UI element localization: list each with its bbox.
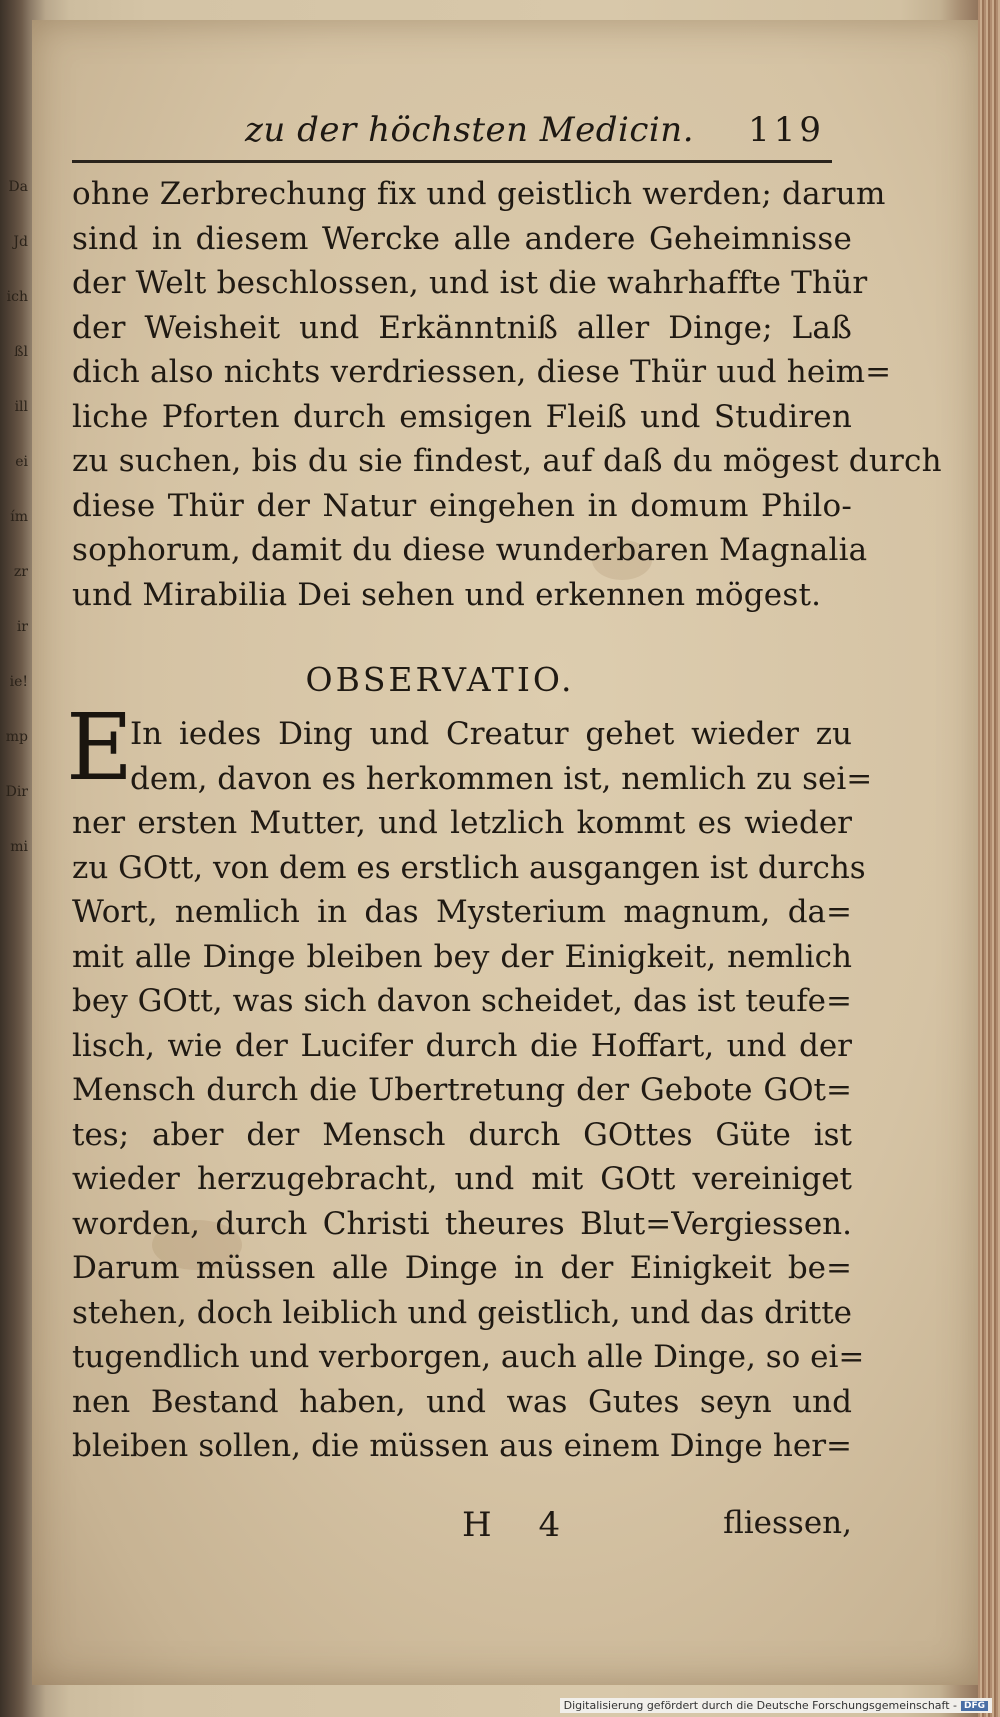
margin-fragment: ill: [14, 399, 28, 415]
margin-fragment: zr: [13, 564, 28, 580]
text-line: sophorum, damit du diese wunderbaren Magnalia: [72, 532, 868, 568]
text-line: In iedes Ding und Creatur gehet wieder zu: [130, 716, 852, 752]
observatio-paragraph: [66, 694, 873, 1469]
text-line: stehen, doch leiblich und geistlich, und das dritte: [72, 1294, 852, 1331]
running-head: zu der höchsten Medicin.: [245, 110, 695, 150]
margin-fragment: Jd: [13, 234, 28, 250]
text-line: diese Thür der Natur eingehen in domum Philo-: [72, 487, 852, 524]
text-line: dich also nichts verdriessen, diese Thür uud heim=: [72, 354, 892, 390]
text-line: ohne Zerbrechung fix und geistlich werden; darum: [72, 176, 886, 212]
text-line: tes; aber der Mensch durch GOttes Güte ist: [72, 1116, 852, 1153]
margin-fragment: mp: [5, 729, 28, 745]
header-rule: [72, 160, 832, 163]
margin-fragment: ie!: [9, 674, 28, 690]
text-line: mit alle Dinge bleiben bey der Einigkeit, nemlich: [72, 938, 852, 975]
text-line: bey GOtt, was sich davon scheidet, das ist teufe=: [72, 983, 852, 1019]
margin-fragment: Da: [8, 179, 28, 195]
page-edges: [978, 0, 1000, 1717]
text-line: sind in diesem Wercke alle andere Geheimnisse: [72, 220, 852, 257]
margin-fragment: ich: [6, 289, 28, 305]
section-heading: OBSERVATIO.: [305, 660, 575, 699]
margin-fragment: ßl: [14, 344, 28, 360]
signature-mark: H 4: [462, 1505, 579, 1545]
text-line: der Weisheit und Erkänntniß aller Dinge; Laß: [72, 309, 852, 346]
text-line: lisch, wie der Lucifer durch die Hoffart, und der: [72, 1027, 852, 1064]
margin-fragment: ím: [10, 509, 28, 525]
text-line: ner ersten Mutter, und letzlich kommt es wieder: [72, 805, 852, 841]
catchword: fliessen,: [723, 1505, 852, 1541]
facing-page-margin: [0, 160, 30, 860]
digitization-credit: [560, 1698, 992, 1713]
text-line: bleiben sollen, die müssen aus einem Dinge her=: [72, 1428, 852, 1464]
page-header: [245, 110, 825, 156]
text-line: zu GOtt, von dem es erstlich ausgangen ist durchs: [72, 849, 866, 886]
margin-fragment: ir: [16, 619, 28, 635]
text-line: tugendlich und verborgen, auch alle Dinge, so ei=: [72, 1339, 865, 1375]
margin-fragment: Dir: [5, 784, 28, 800]
dfg-logo: DFG: [961, 1701, 988, 1711]
text-line: dem, davon es herkommen ist, nemlich zu sei=: [130, 760, 873, 797]
margin-fragment: ei: [15, 454, 28, 470]
text-line: wieder herzugebracht, und mit GOtt vereiniget: [72, 1161, 852, 1197]
text-line: worden, durch Christi theures Blut=Vergiessen.: [72, 1205, 852, 1242]
paragraph-continued: [72, 172, 942, 617]
text-line: zu suchen, bis du sie findest, auf daß du mögest durch: [72, 443, 942, 479]
text-line: und Mirabilia Dei sehen und erkennen mögest.: [72, 576, 822, 613]
text-line: der Welt beschlossen, und ist die wahrhaffte Thür: [72, 265, 868, 301]
text-line: nen Bestand haben, und was Gutes seyn und: [72, 1383, 852, 1420]
drop-cap: E: [66, 694, 134, 801]
text-line: Wort, nemlich in das Mysterium magnum, da=: [72, 894, 852, 930]
text-line: liche Pforten durch emsigen Fleiß und Studiren: [72, 398, 852, 435]
page-footer: [72, 1505, 852, 1551]
margin-fragment: mi: [10, 839, 28, 855]
text-line: Darum müssen alle Dinge in der Einigkeit be=: [72, 1250, 852, 1286]
page-number: 119: [748, 110, 825, 150]
credit-text: Digitalisierung gefördert durch die Deutsche Forschungsgemeinschaft -: [563, 1699, 957, 1712]
text-line: Mensch durch die Ubertretung der Gebote GOt=: [72, 1072, 852, 1108]
